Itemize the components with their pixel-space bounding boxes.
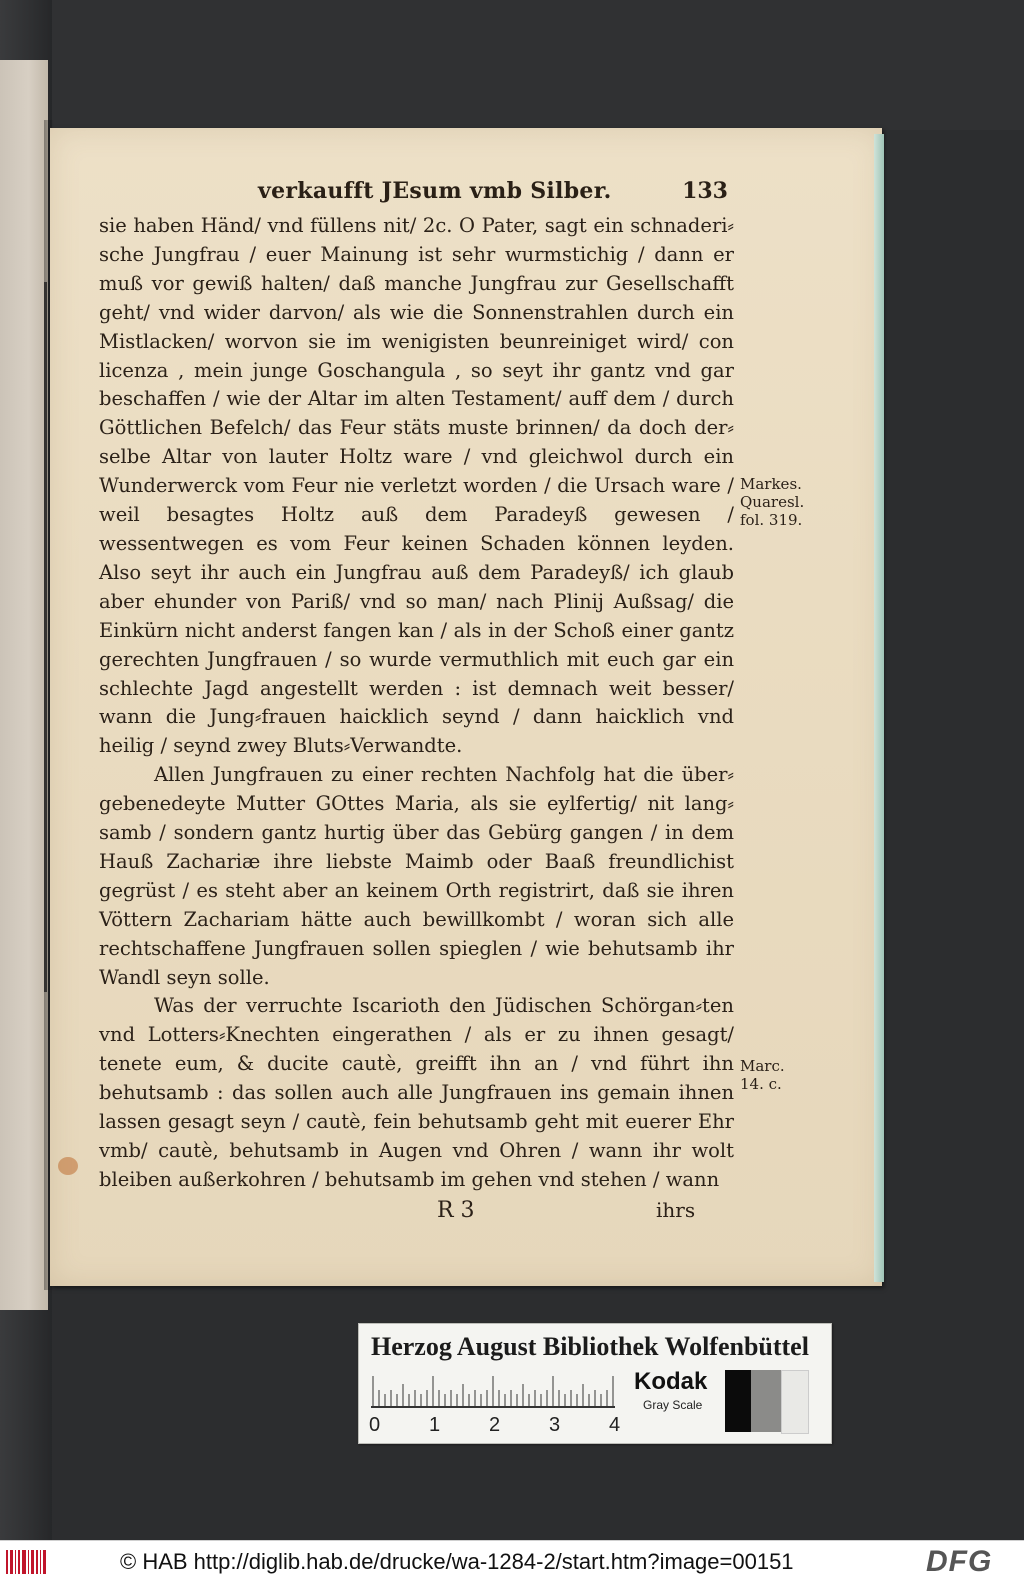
paper-stain [58,1157,78,1175]
paragraph-2: Allen Jungfrauen zu einer rechten Nachfolg hat die über⸗gebenedeyte Mutter GOttes Maria, als sie eylfertig/ nit lang⸗samb / sondern gantz hurtig über das Gebürg gangen / in dem Hauß Zachariæ ihre liebste Maimb oder Baaß freundlichist gegrüst / es steht aber an keinem Orth registrirt, daß sie ihren Vöttern Zachariam hätte auch bewillkombt / woran sich alle rechtschaffene Jungfrauen sollen spieglen / wie behutsamb ihr Wandl seyn solle. [99,763,734,989]
ruler-labels [367,1414,627,1436]
swatch-black [725,1370,751,1432]
footer-bar [0,1540,1024,1583]
margin-note-markes: Markes. Quaresl. fol. 319. [740,475,805,529]
main-text [99,212,734,1195]
ruler-label-2: 2 [489,1414,501,1436]
page-number: 133 [682,178,728,204]
color-calibration-card [358,1323,832,1444]
running-header [258,178,728,212]
card-title: Herzog August Bibliothek Wolfenbüttel [371,1332,809,1361]
scan-background-top [52,0,1024,130]
ruler-label-0: 0 [369,1414,381,1436]
source-url: © HAB http://diglib.hab.de/drucke/wa-1284-2/start.htm?image=00151 [120,1549,794,1574]
catchword: ihrs [656,1198,696,1222]
ruler-scale-icon [371,1376,615,1408]
page-fore-edge [874,134,884,1282]
swatch-gray [751,1370,781,1432]
margin-note-marc: Marc. 14. c. [740,1057,785,1093]
facing-page-edge [0,60,48,1310]
hab-barcode-logo-icon [6,1548,46,1576]
running-head-title: verkaufft JEsum vmb Silber. [258,178,612,204]
kodak-brand: Kodak [634,1368,708,1395]
gutter-line [44,282,47,992]
gray-scale-label: Gray Scale [643,1398,703,1412]
paragraph-3: Was der verruchte Iscarioth den Jüdischen Schörgan⸗ten vnd Lotters⸗Knechten eingerathen / als er zu ihnen gesagt/ tenete eum, & ducite cautè, greifft ihn an / vnd führt ihn behutsamb : das sollen auch alle Jungfrauen ins gemain ihnen lassen gesagt seyn / cautè, fein behutsamb geht mit euerer Ehr vmb/ cautè, behutsamb in Augen vnd Ohren / wann ihr wolt bleiben außerkohren / behutsamb im gehen vnd stehen / wann [99,994,734,1191]
ruler-label-4: 4 [609,1414,621,1436]
signature-mark: R 3 [437,1198,475,1223]
ruler-label-1: 1 [429,1414,441,1436]
dfg-logo-icon: DFG [926,1545,993,1578]
ruler-label-3: 3 [549,1414,561,1436]
paragraph-1: sie haben Händ/ vnd füllens nit/ 2c. O Pater, sagt ein schnaderi⸗sche Jungfrau / euer Mainung ist sehr wurmstichig / dann er muß vor gewiß halten/ daß manche Jungfrau zur Gesellschafft geht/ vnd wider darvon/ als wie die Sonnenstrahlen durch ein Mistlacken/ worvon sie im wenigisten beunreiniget wird/ con licenza , mein junge Goschangula , so seyt ihr gantz vnd gar beschaffen / wie der Altar im alten Testament/ auff dem / durch Göttlichen Befelch/ das Feur stäts muste brinnen/ da doch der⸗selbe Altar von lauter Holtz ware / vnd gleichwol durch ein Wunderwerck vom Feur nie verletzt worden / die Ursach ware / weil besagtes Holtz auß dem Paradeyß gewesen / wessentwegen es vom Feur keinen Schaden können leyden. Also seyt ihr auch ein Jungfrau auß dem Paradeyß/ ich glaub aber ehunder von Pariß/ vnd so man/ nach Plinij Außsag/ die Einkürn nicht anderst fangen kan / als in der Schoß einer gantz gerechten Jungfrauen / so wurde vermuthlich mit euch gar ein schlechte Jagd angestellt werden : ist demnach weit besser/ wann die Jung⸗frauen haicklich seynd / dann haicklich vnd heilig / seynd zwey Bluts⸗Verwandte. [99,214,734,758]
swatch-white [781,1370,809,1434]
